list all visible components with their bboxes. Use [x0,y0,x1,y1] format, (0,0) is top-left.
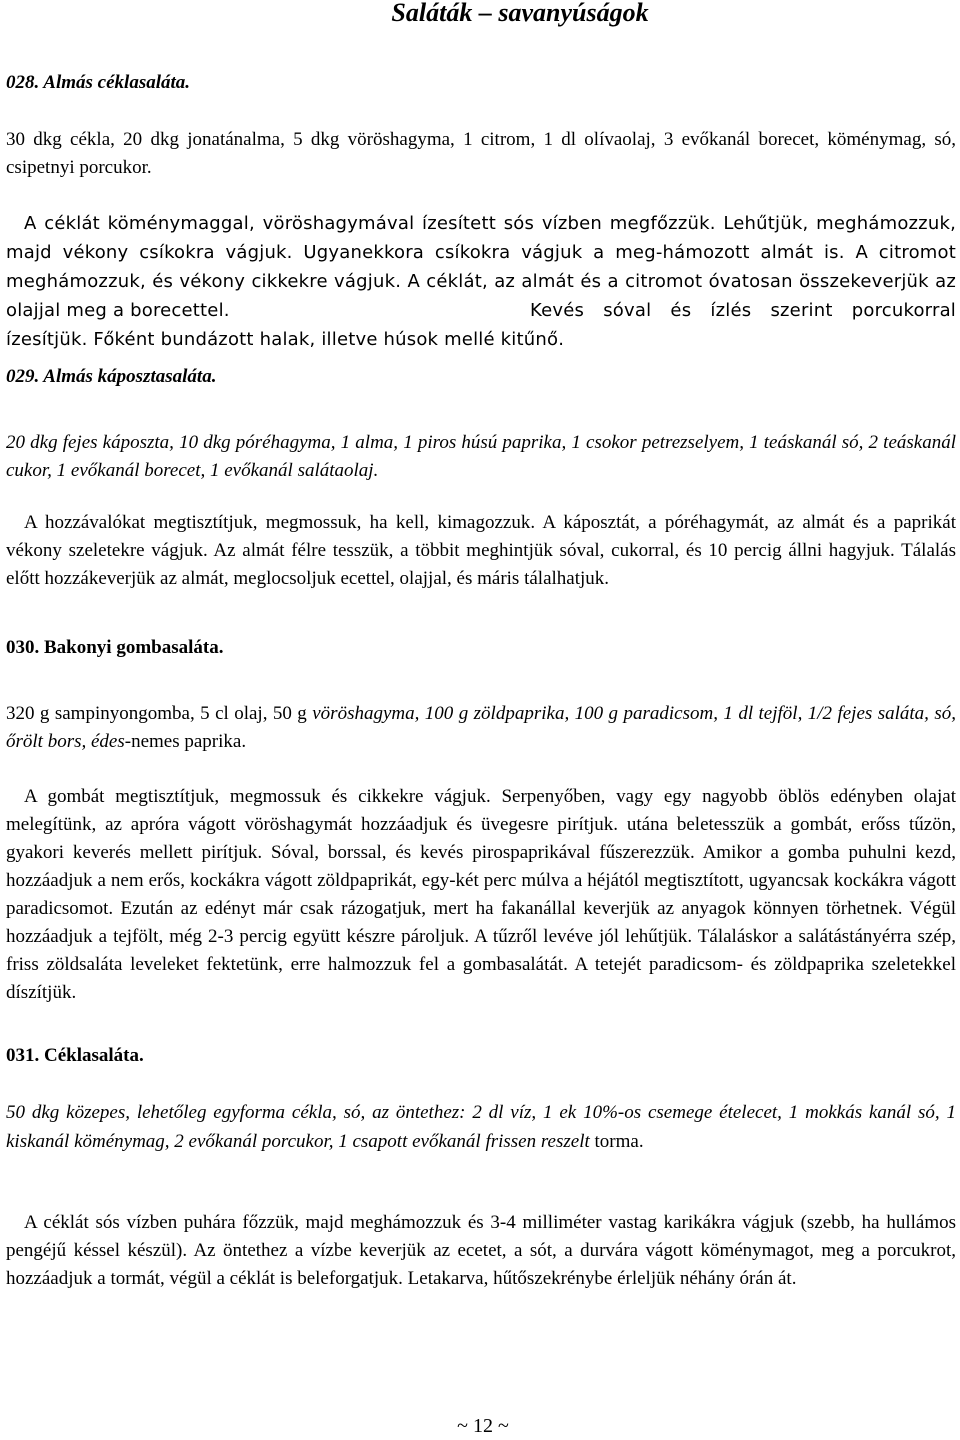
recipe-instructions-continued: Kevés sóval és ízlés szerint porcukorral ízesítjük. Főként bundázott halak, illetve húsok mellé kitűnő. [6,300,956,350]
page-header: Saláták – savanyúságok [391,0,649,27]
recipe-029-instructions-block [6,509,956,593]
recipe-instructions: A céklát köménymaggal, vöröshagymával ízesített sós vízben megfőzzük. Lehűtjük, meghámozzuk, majd vékony csíkokra vágjuk. Ugyanekkora csíkokra vágjuk a meg-hámozott almát is. A citromot meghámozzuk, és vékony cikkekre vágjuk. A céklát, az almát és a citromot óvatosan összekeverjük az olajjal meg a borecettel. [6,213,956,321]
recipe-031-ingredients-block [6,1098,956,1156]
recipe-030-title-block [6,637,956,659]
ingredients-tail-part: nemes paprika. [131,731,247,752]
recipe-028-title-block [6,72,956,94]
recipe-ingredients [6,1098,956,1156]
recipe-031-title-block [6,1045,956,1067]
recipe-030-instructions-block [6,783,956,1007]
recipe-031-instructions-block [6,1209,956,1293]
recipe-title: 030. Bakonyi gombasaláta. [6,637,224,658]
page-number: ~ 12 ~ [457,1415,509,1437]
recipe-title: 028. Almás céklasaláta. [6,72,191,93]
recipe-title: 031. Céklasaláta. [6,1045,144,1066]
recipe-029-ingredients-block [6,429,956,485]
recipe-030-ingredients-block [6,700,956,756]
recipe-instructions: A céklát sós vízben puhára főzzük, majd meghámozzuk és 3-4 milliméter vastag karikákra vágjuk (szebb, ha hullámos pengéjű késsel készül). Az öntethez a vízbe keverjük az ecetet, a sót, a durvára vágott köménymagot, meg a porcukrot, hozzáadjuk a tormát, végül a céklát is beleforgatjuk. Letakarva, hűtőszekrénybe érleljük néhány órán át. [6,1212,956,1289]
recipe-title: 029. Almás káposztasaláta. [6,366,217,387]
recipe-ingredients: 30 dkg cékla, 20 dkg jonatánalma, 5 dkg vöröshagyma, 1 citrom, 1 dl olívaolaj, 3 evőkanál borecet, köménymag, só, csipetnyi porcukor. [6,129,956,178]
recipe-ingredients [6,700,956,756]
recipe-029-title-block [6,366,956,388]
recipe-instructions: A hozzávalókat megtisztítjuk, megmossuk, ha kell, kimagozzuk. A káposztát, a póréhagymát, az almát és a paprikát vékony szeletekre vágjuk. Az almát félre tesszük, a többit meghintjük sóval, cukorral, és 10 percig állni hagyjuk. Tálalás előtt hozzákeverjük az almát, meglocsoljuk ecettel, olajjal, és máris tálalhatjuk. [6,512,956,589]
recipe-028-ingredients-block [6,126,956,182]
ingredients-tail-part: torma. [594,1131,644,1152]
recipe-instructions: A gombát megtisztítjuk, megmossuk és cikkekre vágjuk. Serpenyőben, vagy egy nagyobb öblös edényben olajat melegítünk, az apróra vágott vöröshagymát hozzáadjuk és üvegesre pirítjuk. utána beletesszük a gombát, erőss tűzön, gyakori keverés mellett pirítjuk. Sóval, borssal, és kevés pirospaprikával fűszerezzük. Amikor a gomba puhulni kezd, hozzáadjuk a nem erős, kockákra vágott zöldpaprikát, egy-két perc múlva a héjától megtisztított, ugyancsak kockákra vágott paradicsomot. Ezután az edényt már csak rázogatjuk, mert ha fakanállal keverjük az anyagok könnyen törhetnek. Végül hozzáadjuk a tejfölt, még 2-3 percig együtt készre pároljuk. A tűzről levéve jól lehűtjük. Tálaláskor a salátástányérra szép, friss zöldsaláta leveleket fektetünk, erre halmozzuk fel a gombasalátát. A tetejét paradicsom- és zöldpaprika szeletekkel díszítjük. [6,786,956,1003]
ingredients-upright-part: 320 g sampinyongomba, 5 cl olaj, 50 g [6,703,313,724]
ingredients-italic-part: vöröshagyma, 100 g zöldpaprika, 100 g paradicsom, 1 dl tejföl, 1/2 fejes saláta, só, őrölt bors, édes- [6,703,956,752]
recipe-ingredients: 20 dkg fejes káposzta, 10 dkg póréhagyma, 1 alma, 1 piros húsú paprika, 1 csokor petrezselyem, 1 teáskanál só, 2 teáskanál cukor, 1 evőkanál borecet, 1 evőkanál salátaolaj. [6,432,956,481]
ingredients-italic-part: 50 dkg közepes, lehetőleg egyforma cékla, só, az öntethez: 2 dl víz, 1 ek 10%-os csemege ételecet, 1 mokkás kanál só, 1 kiskanál köménymag, 2 evőkanál porcukor, 1 csapott evőkanál frissen reszelt [6,1102,956,1152]
recipe-028-instructions-block [6,209,956,354]
